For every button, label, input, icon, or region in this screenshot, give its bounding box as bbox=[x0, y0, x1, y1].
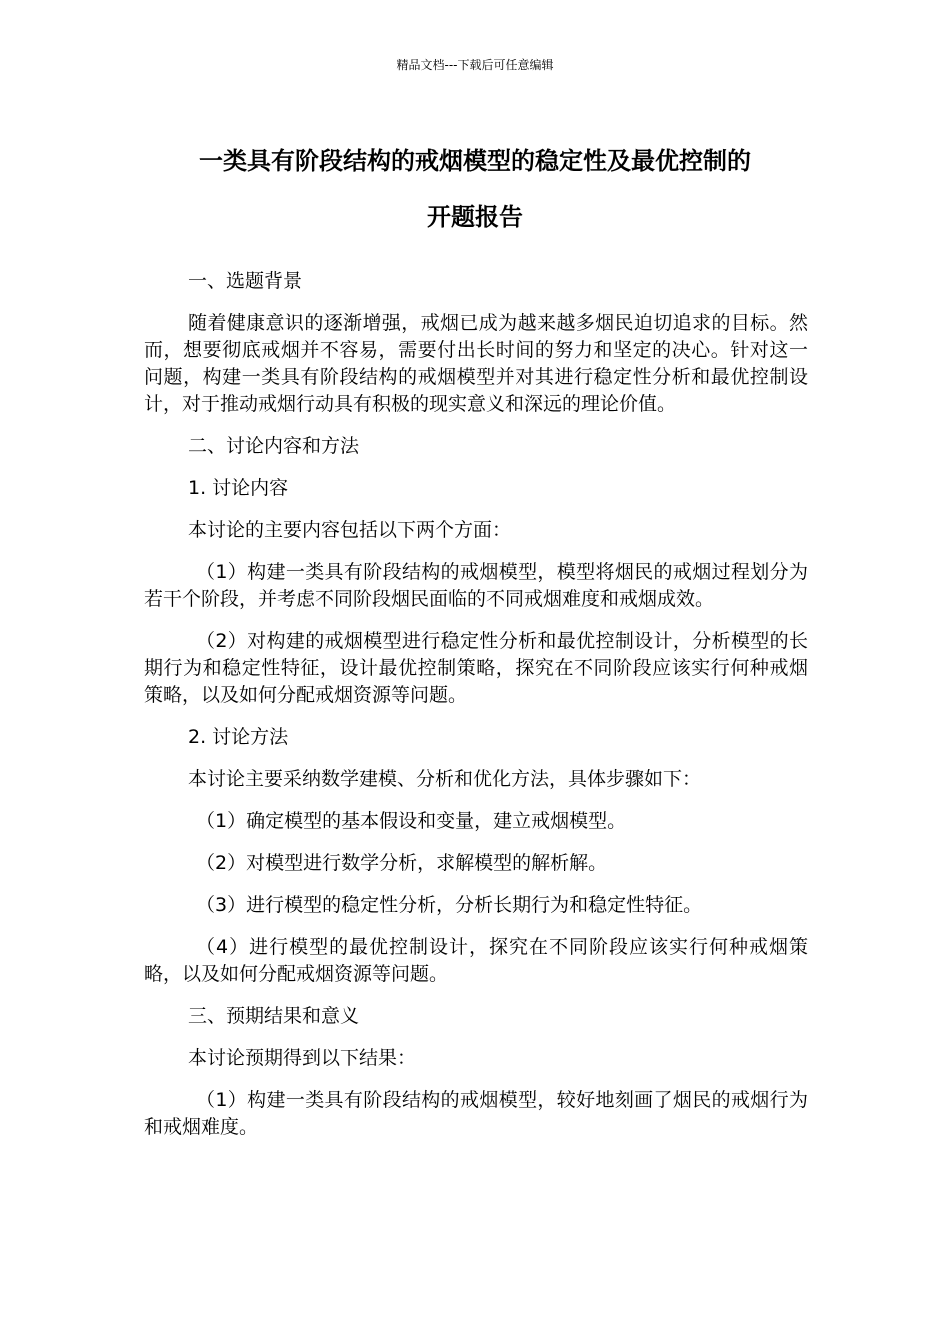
section-heading-results: 三、预期结果和意义 bbox=[188, 1005, 360, 1027]
title-line-2: 开题报告 bbox=[427, 203, 523, 231]
content-item-2: （2）对构建的戒烟模型进行稳定性分析和最优控制设计，分析模型的长期行为和稳定性特征，设计最优控制策略，探究在不同阶段应该实行何种戒烟策略，以及如何分配戒烟资源等问题。 bbox=[144, 630, 808, 706]
document-body bbox=[144, 268, 808, 1156]
method-step-1: （1）确定模型的基本假设和变量，建立戒烟模型。 bbox=[196, 810, 627, 832]
method-step-2: （2）对模型进行数学分析，求解模型的解析解。 bbox=[196, 852, 608, 874]
page-header-note: 精品文档---下载后可任意编辑 bbox=[396, 58, 554, 72]
results-item-1: （1）构建一类具有阶段结构的戒烟模型，较好地刻画了烟民的戒烟行为和戒烟难度。 bbox=[144, 1089, 808, 1138]
method-step-4: （4）进行模型的最优控制设计，探究在不同阶段应该实行何种戒烟策略，以及如何分配戒烟资源等问题。 bbox=[144, 936, 808, 985]
method-step-3: （3）进行模型的稳定性分析，分析长期行为和稳定性特征。 bbox=[196, 894, 703, 916]
content-item-1: （1）构建一类具有阶段结构的戒烟模型，模型将烟民的戒烟过程划分为若干个阶段，并考虑不同阶段烟民面临的不同戒烟难度和戒烟成效。 bbox=[144, 561, 808, 610]
subheading-method: 2. 讨论方法 bbox=[188, 726, 289, 748]
background-paragraph: 随着健康意识的逐渐增强，戒烟已成为越来越多烟民迫切追求的目标。然而，想要彻底戒烟并不容易，需要付出长时间的努力和坚定的决心。针对这一问题，构建一类具有阶段结构的戒烟模型并对其进行稳定性分析和最优控制设计，对于推动戒烟行动具有积极的现实意义和深远的理论价值。 bbox=[144, 312, 808, 415]
section-heading-background: 一、选题背景 bbox=[188, 270, 303, 292]
document-title bbox=[120, 133, 830, 245]
method-intro: 本讨论主要采纳数学建模、分析和优化方法，具体步骤如下： bbox=[188, 768, 702, 790]
subheading-content: 1. 讨论内容 bbox=[188, 477, 289, 499]
section-heading-content-method: 二、讨论内容和方法 bbox=[188, 435, 360, 457]
title-line-1: 一类具有阶段结构的戒烟模型的稳定性及最优控制的 bbox=[199, 147, 751, 175]
content-intro: 本讨论的主要内容包括以下两个方面： bbox=[188, 519, 512, 541]
results-intro: 本讨论预期得到以下结果： bbox=[188, 1047, 417, 1069]
